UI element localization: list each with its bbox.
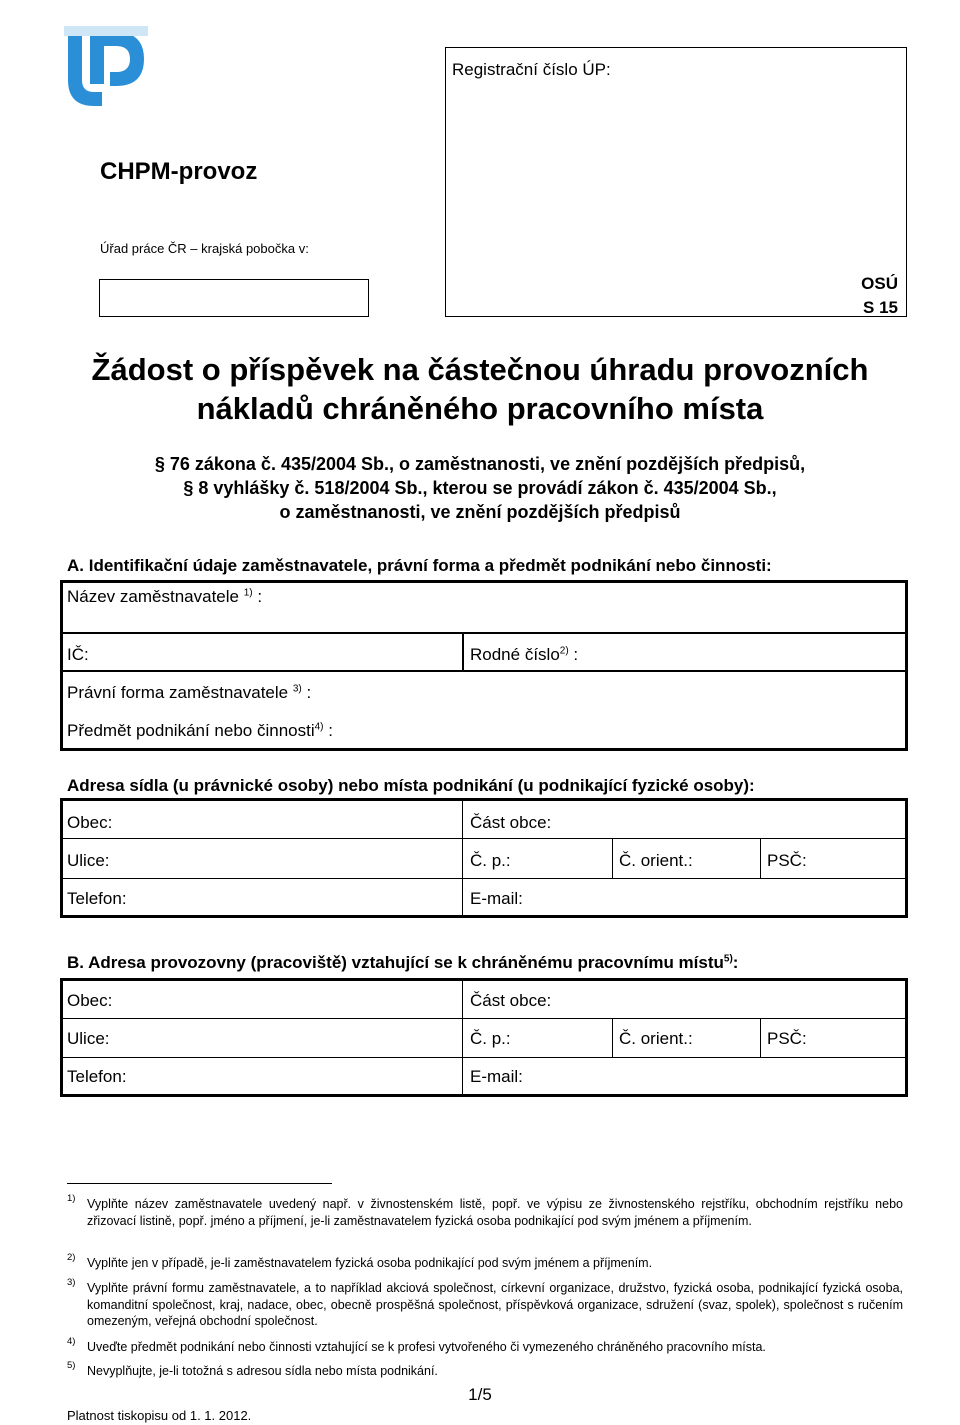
address-a-obec: Obec:: [67, 813, 113, 832]
registration-label: Registrační číslo ÚP:: [452, 60, 611, 79]
address-b-cast-obce: Část obce:: [470, 991, 552, 1010]
address-a-psc: PSČ:: [767, 851, 807, 870]
law-reference: [0, 452, 960, 524]
form-code-number: S 15: [863, 298, 898, 317]
colon: :: [328, 721, 333, 740]
law-line-1: § 76 zákona č. 435/2004 Sb., o zaměstnanosti, ve znění pozdějších předpisů,: [154, 454, 806, 474]
address-b-telefon: Telefon:: [67, 1067, 127, 1086]
section-b-heading: [67, 953, 738, 973]
footnote-number: 5): [67, 1360, 76, 1371]
colon: :: [573, 645, 579, 664]
employer-name-text: Název zaměstnavatele: [67, 587, 239, 606]
address-a-telefon: Telefon:: [67, 889, 127, 908]
colon: :: [257, 587, 263, 606]
footnote-ref-3: 3): [292, 683, 302, 695]
colon: :: [306, 683, 312, 702]
address-b-orient: Č. orient.:: [619, 1029, 693, 1048]
colon: :: [732, 953, 739, 972]
footnote-ref-5: 5): [723, 953, 733, 965]
footnote-text: Uveďte předmět podnikání nebo činnosti vztahující se k profesi vytvořeného či vymezeného chráněného pracovního místa.: [87, 1340, 766, 1354]
address-b-obec: Obec:: [67, 991, 113, 1010]
footnote-number: 4): [67, 1336, 76, 1347]
section-b-heading-text: B. Adresa provozovny (pracoviště) vztahující se k chráněnému pracovnímu místu: [67, 953, 724, 972]
address-a-orient: Č. orient.:: [619, 851, 693, 870]
address-a-cp: Č. p.:: [470, 851, 511, 870]
form-name: CHPM-provoz: [100, 158, 258, 185]
ic-label: IČ:: [67, 645, 89, 664]
birth-number-label: [470, 645, 578, 665]
address-a-heading: Adresa sídla (u právnické osoby) nebo místa podnikání (u podnikající fyzické osoby):: [67, 776, 755, 795]
address-a-email: E-mail:: [470, 889, 523, 908]
footnote-2: [67, 1252, 903, 1272]
footnote-text: Vyplňte jen v případě, je-li zaměstnavatelem fyzická osoba podnikající pod svým jménem a příjmením.: [87, 1256, 653, 1270]
address-b-psc: PSČ:: [767, 1029, 807, 1048]
footnote-4: [67, 1336, 903, 1356]
address-a-cast-obce: Část obce:: [470, 813, 552, 832]
page-title: [0, 350, 960, 428]
up-logo-icon: [64, 26, 148, 110]
footnote-text: Vyplňte právní formu zaměstnavatele, a to například akciová společnost, církevní organizace, družstvo, fyzická osoba, podnikající fyzická osoba, komanditní společnost, kraj, nadace, obec, obecně prospěšná společnost, příspěvková organizace, sdružení (svaz, spolek), společnost s ručením omezeným, veřejná obchodní společnost.: [87, 1281, 903, 1328]
footnote-ref-4: 4): [314, 721, 324, 733]
legal-form-text: Právní forma zaměstnavatele: [67, 683, 289, 702]
law-line-2: § 8 vyhlášky č. 518/2004 Sb., kterou se provádí zákon č. 435/2004 Sb.,: [183, 478, 777, 498]
page-number: 1/5: [468, 1385, 492, 1404]
section-a-heading: A. Identifikační údaje zaměstnavatele, právní forma a předmět podnikání nebo činnosti:: [67, 556, 772, 575]
footnote-number: 2): [67, 1252, 76, 1263]
address-b-ulice: Ulice:: [67, 1029, 110, 1048]
title-line-2: nákladů chráněného pracovního místa: [196, 391, 764, 426]
validity-note: Platnost tiskopisu od 1. 1. 2012.: [67, 1408, 252, 1423]
birth-number-text: Rodné číslo: [470, 645, 560, 664]
footnote-separator: [67, 1183, 332, 1184]
title-line-1: Žádost o příspěvek na částečnou úhradu provozních: [91, 352, 869, 387]
office-label: Úřad práce ČR – krajská pobočka v:: [100, 241, 309, 256]
osu-code: OSÚ: [861, 274, 898, 293]
address-a-ulice: Ulice:: [67, 851, 110, 870]
footnote-ref-1: 1): [243, 587, 253, 599]
registration-box[interactable]: [445, 47, 907, 317]
footnote-text: Nevyplňujte, je-li totožná s adresou sídla nebo místa podnikání.: [87, 1364, 438, 1378]
footnote-number: 1): [67, 1193, 76, 1204]
law-line-3: o zaměstnanosti, ve znění pozdějších předpisů: [279, 502, 681, 522]
footnote-ref-2: 2): [559, 645, 569, 657]
address-b-cp: Č. p.:: [470, 1029, 511, 1048]
form-code: [861, 272, 898, 320]
footnote-1: [67, 1193, 903, 1229]
legal-form-label: [67, 683, 311, 703]
footnote-5: [67, 1360, 903, 1380]
footnote-text: Vyplňte název zaměstnavatele uvedený např. v živnostenském listě, popř. ve výpisu ze živnostenského rejstříku, obchodním rejstříku nebo zřizovací listině, popř. jméno a příjmení, je-li zaměstnavatelem fyzická osoba podnikající pod svým jménem a příjmením.: [87, 1197, 903, 1228]
business-text: Předmět podnikání nebo činnosti: [67, 721, 315, 740]
business-label: [67, 721, 333, 741]
address-b-email: E-mail:: [470, 1067, 523, 1086]
office-input[interactable]: [99, 279, 369, 317]
footnote-3: [67, 1277, 903, 1330]
footnote-number: 3): [67, 1277, 76, 1288]
